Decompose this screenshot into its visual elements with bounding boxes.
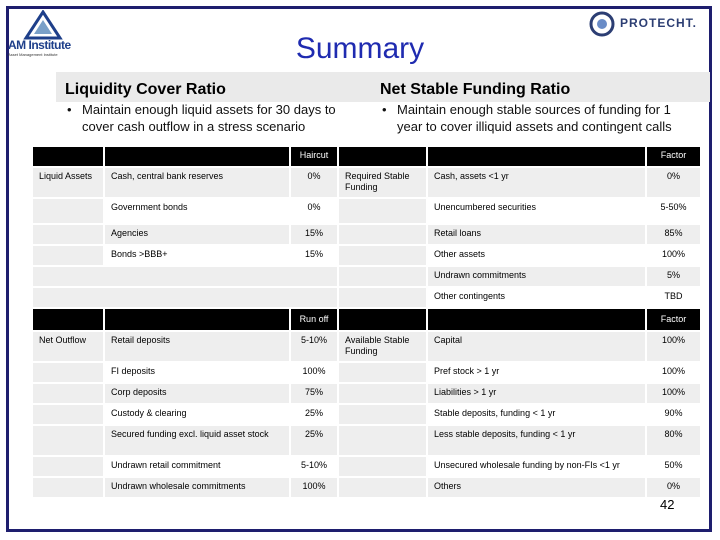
bullet-dot: • <box>382 102 387 117</box>
factor-value: 100% <box>647 332 700 361</box>
table2-header-blank <box>33 309 103 330</box>
factor-value: TBD <box>647 288 700 307</box>
factor-value: 100% <box>647 363 700 382</box>
factor-value: 100% <box>647 246 700 265</box>
lcr-bullet-line2: cover cash outflow in a stress scenario <box>82 119 306 134</box>
page-number: 42 <box>660 497 675 512</box>
table2-header-blank <box>428 309 645 330</box>
filler-cell <box>339 246 426 265</box>
filler-cell <box>33 246 103 265</box>
table2-header-blank <box>105 309 289 330</box>
filler-cell <box>339 405 426 424</box>
filler-cell <box>339 478 426 497</box>
table1-header-blank <box>33 147 103 166</box>
table-row: Less stable deposits, funding < 1 yr <box>428 426 645 455</box>
factor-value: 80% <box>647 426 700 455</box>
table-row: Undrawn retail commitment <box>105 457 289 476</box>
table-row: FI deposits <box>105 363 289 382</box>
table-row: Government bonds <box>105 199 289 223</box>
filler-cell <box>33 199 103 223</box>
factor-value: 50% <box>647 457 700 476</box>
factor-value: 5-50% <box>647 199 700 223</box>
table-row: Stable deposits, funding < 1 yr <box>428 405 645 424</box>
runoff-value: 25% <box>291 405 337 424</box>
logo-left-tagline: Asset Management Institute <box>8 52 58 57</box>
filler-cell <box>33 457 103 476</box>
table2-header-blank <box>339 309 426 330</box>
runoff-value: 25% <box>291 426 337 455</box>
factor-value: 90% <box>647 405 700 424</box>
table1-factor-header: Factor <box>647 147 700 166</box>
factor-value: 5% <box>647 267 700 286</box>
filler-cell <box>339 267 426 286</box>
table-row: Custody & clearing <box>105 405 289 424</box>
table-row: Agencies <box>105 225 289 244</box>
table-row: Undrawn commitments <box>428 267 645 286</box>
liquid-assets-label: Liquid Assets <box>33 168 103 197</box>
table-row: Bonds >BBB+ <box>105 246 289 265</box>
runoff-value: 5-10% <box>291 457 337 476</box>
filler-cell <box>339 457 426 476</box>
filler-cell <box>33 384 103 403</box>
bullet-dot: • <box>67 102 72 117</box>
filler-cell <box>339 288 426 307</box>
table-row: Other contingents <box>428 288 645 307</box>
table-row: Others <box>428 478 645 497</box>
table-row: Capital <box>428 332 645 361</box>
table-row: Unencumbered securities <box>428 199 645 223</box>
filler-cell <box>339 199 426 223</box>
table-row: Retail loans <box>428 225 645 244</box>
filler-cell <box>339 363 426 382</box>
table-row: Corp deposits <box>105 384 289 403</box>
filler-cell <box>339 426 426 455</box>
required-stable-funding-label: Required Stable Funding <box>339 168 426 197</box>
lcr-bullet-line1: Maintain enough liquid assets for 30 days to <box>82 102 336 117</box>
filler-cell <box>33 225 103 244</box>
table1-header-blank <box>105 147 289 166</box>
table-row: Retail deposits <box>105 332 289 361</box>
nsfr-bullet <box>382 101 707 135</box>
table2-runoff-header: Run off <box>291 309 337 330</box>
table-row: Cash, central bank reserves <box>105 168 289 197</box>
table-row: Liabilities > 1 yr <box>428 384 645 403</box>
filler-cell <box>339 384 426 403</box>
factor-value: 0% <box>647 478 700 497</box>
table-row: Undrawn wholesale commitments <box>105 478 289 497</box>
factor-value: 0% <box>647 168 700 197</box>
net-outflow-label: Net Outflow <box>33 332 103 361</box>
page-title: Summary <box>295 32 425 65</box>
logo-right-brand: PROTECHT. <box>620 16 698 30</box>
table1-haircut-header: Haircut <box>291 147 337 166</box>
lcr-bullet <box>67 101 372 135</box>
table-row: Pref stock > 1 yr <box>428 363 645 382</box>
nsfr-bullet-line2: year to cover illiquid assets and contingent calls <box>397 119 672 134</box>
filler-cell <box>33 478 103 497</box>
filler-cell <box>33 363 103 382</box>
table-row: Other assets <box>428 246 645 265</box>
filler-cell <box>33 426 103 455</box>
haircut-value: 0% <box>291 168 337 197</box>
filler-cell <box>33 405 103 424</box>
table-row: Secured funding excl. liquid asset stock <box>105 426 289 455</box>
logo-left-name: AM Institute <box>8 38 71 52</box>
nsfr-heading: Net Stable Funding Ratio <box>380 81 571 98</box>
haircut-value: 0% <box>291 199 337 223</box>
table1-header-blank <box>339 147 426 166</box>
runoff-value: 75% <box>291 384 337 403</box>
table-row: Cash, assets <1 yr <box>428 168 645 197</box>
available-stable-funding-label: Available Stable Funding <box>339 332 426 361</box>
runoff-value: 5-10% <box>291 332 337 361</box>
table1-header-blank <box>428 147 645 166</box>
factor-value: 85% <box>647 225 700 244</box>
haircut-value: 15% <box>291 246 337 265</box>
filler-cell <box>33 267 337 286</box>
nsfr-bullet-line1: Maintain enough stable sources of funding for 1 <box>397 102 671 117</box>
table-row: Unsecured wholesale funding by non-FIs <1 yr <box>428 457 645 476</box>
lcr-heading: Liquidity Cover Ratio <box>65 81 226 98</box>
runoff-value: 100% <box>291 363 337 382</box>
filler-cell <box>339 225 426 244</box>
haircut-value: 15% <box>291 225 337 244</box>
runoff-value: 100% <box>291 478 337 497</box>
filler-cell <box>33 288 337 307</box>
factor-value: 100% <box>647 384 700 403</box>
table2-factor-header: Factor <box>647 309 700 330</box>
